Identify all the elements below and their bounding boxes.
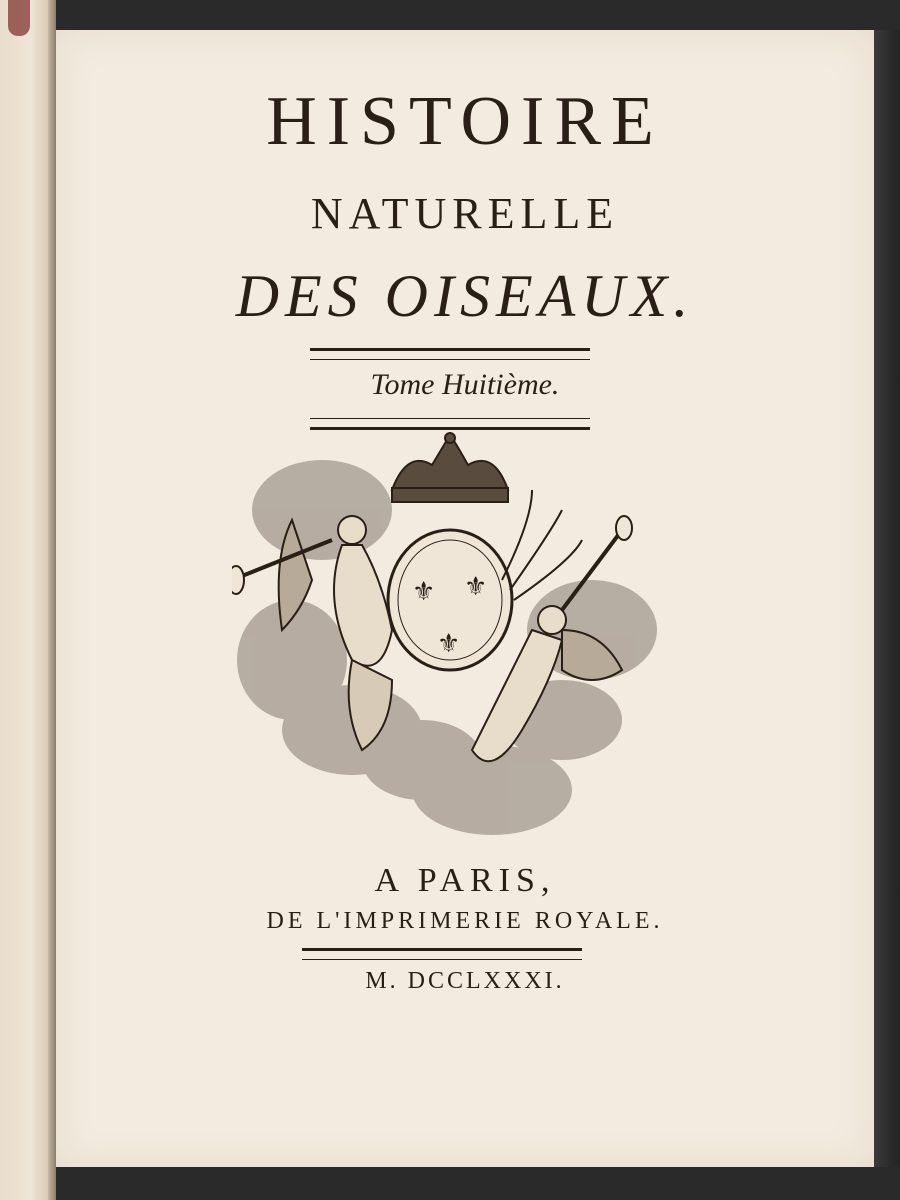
- book-cover-edge: [874, 30, 900, 1167]
- svg-text:⚜: ⚜: [464, 572, 488, 602]
- bottom-double-rule: [302, 948, 582, 960]
- svg-text:⚜: ⚜: [437, 629, 461, 659]
- facing-page: [0, 0, 56, 1200]
- title-page: [56, 30, 874, 1167]
- title-line-histoire: HISTOIRE: [266, 83, 664, 160]
- royal-arms-vignette-icon: [232, 430, 672, 860]
- title-line-naturelle: NATURELLE: [310, 189, 620, 238]
- crown-shape: [392, 433, 508, 502]
- mid-double-rule: [310, 418, 590, 430]
- svg-text:⚜: ⚜: [412, 577, 436, 607]
- page-gutter-shadow: [48, 0, 56, 1200]
- title-line-des-oiseaux: DES OISEAUX.: [235, 263, 695, 329]
- spine-binding: [8, 0, 30, 36]
- imprint-printer: DE L'IMPRIMERIE ROYALE.: [266, 908, 664, 934]
- imprint-place: A PARIS,: [374, 862, 556, 899]
- imprint-year: M. DCCLXXXI.: [365, 968, 565, 994]
- top-double-rule: [310, 348, 590, 360]
- volume-label: Tome Huitième.: [370, 368, 560, 401]
